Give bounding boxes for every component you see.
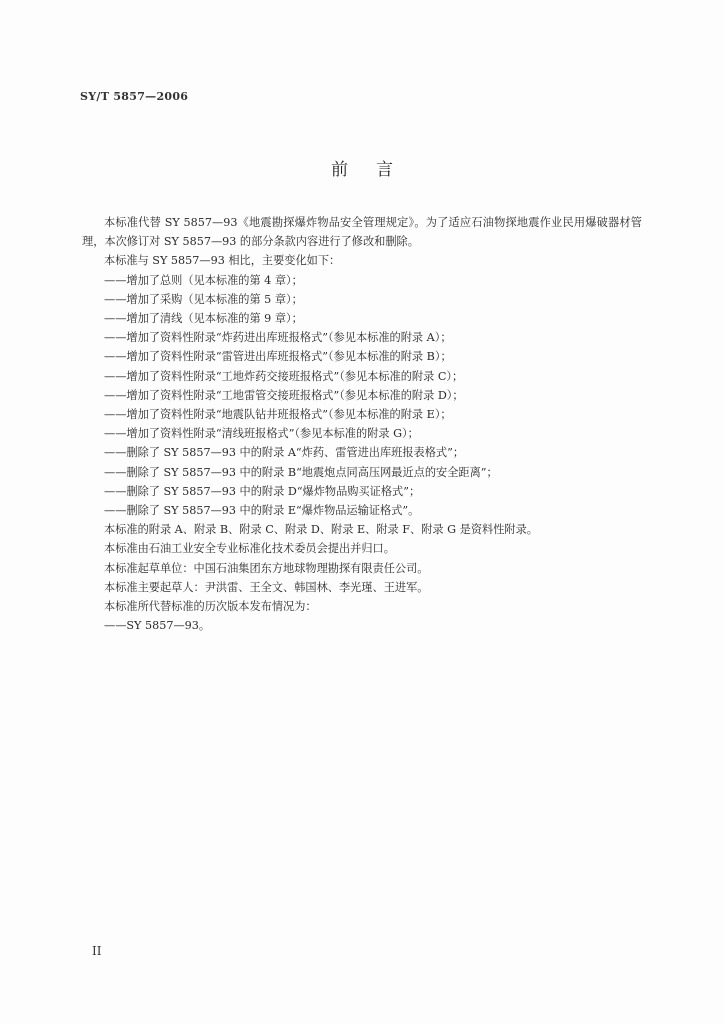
list-item: ——删除了 SY 5857—93 中的附录 E“爆炸物品运输证格式”。 — [104, 504, 420, 518]
list-item: ——增加了资料性附录“地震队钻井班报格式”（参见本标准的附录 E）； — [104, 408, 452, 422]
page-title: 前言 — [331, 160, 421, 180]
standard-code: SY/T 5857—2006 — [80, 90, 189, 103]
drafters-paragraph: 本标准主要起草人：尹洪雷、王全文、韩国林、李光瑾、王进军。 — [104, 580, 429, 594]
list-item: ——删除了 SY 5857—93 中的附录 B“地震炮点同高压网最近点的安全距离”； — [104, 465, 498, 479]
list-item: ——删除了 SY 5857—93 中的附录 D“爆炸物品购买证格式”； — [104, 484, 421, 498]
list-item: ——增加了资料性附录“炸药进出库班报格式”（参见本标准的附录 A）； — [104, 331, 452, 345]
list-item: ——增加了清线（见本标准的第 9 章）； — [104, 312, 303, 326]
list-item: ——增加了总则（见本标准的第 4 章）； — [104, 273, 303, 287]
proposer-paragraph: 本标准由石油工业安全专业标准化技术委员会提出并归口。 — [104, 542, 395, 556]
history-list — [82, 616, 642, 635]
list-item: ——SY 5857—93。 — [104, 619, 211, 633]
list-item: ——删除了 SY 5857—93 中的附录 A“炸药、雷管进出库班报表格式”； — [104, 446, 465, 460]
intro-paragraph: 本标准代替 SY 5857—93《地震勘探爆炸物品安全管理规定》。为了适应石油物探地震作业民用爆破器材管理，本次修订对 SY 5857—93 的部分条款内容进行了修改和删除。 — [82, 216, 642, 249]
page-number: II — [92, 944, 102, 958]
changes-lead: 本标准与 SY 5857—93 相比，主要变化如下： — [104, 254, 341, 268]
appendices-paragraph: 本标准的附录 A、附录 B、附录 C、附录 D、附录 E、附录 F、附录 G 是资料性附录。 — [104, 523, 538, 537]
list-item: ——增加了采购（见本标准的第 5 章）； — [104, 292, 303, 306]
history-label: 本标准所代替标准的历次版本发布情况为： — [104, 600, 317, 614]
list-item: ——增加了资料性附录“清线班报格式”（参见本标准的附录 G）； — [104, 427, 419, 441]
drafting-unit-paragraph: 本标准起草单位：中国石油集团东方地球物理勘探有限责任公司。 — [104, 561, 429, 575]
changes-list — [82, 271, 642, 521]
list-item: ——增加了资料性附录“工地炸药交接班报格式”（参见本标准的附录 C）； — [104, 369, 464, 383]
list-item: ——增加了资料性附录“工地雷管交接班报格式”（参见本标准的附录 D）； — [104, 388, 464, 402]
list-item: ——增加了资料性附录“雷管进出库班报格式”（参见本标准的附录 B）； — [104, 350, 452, 364]
foreword-body — [82, 213, 642, 635]
